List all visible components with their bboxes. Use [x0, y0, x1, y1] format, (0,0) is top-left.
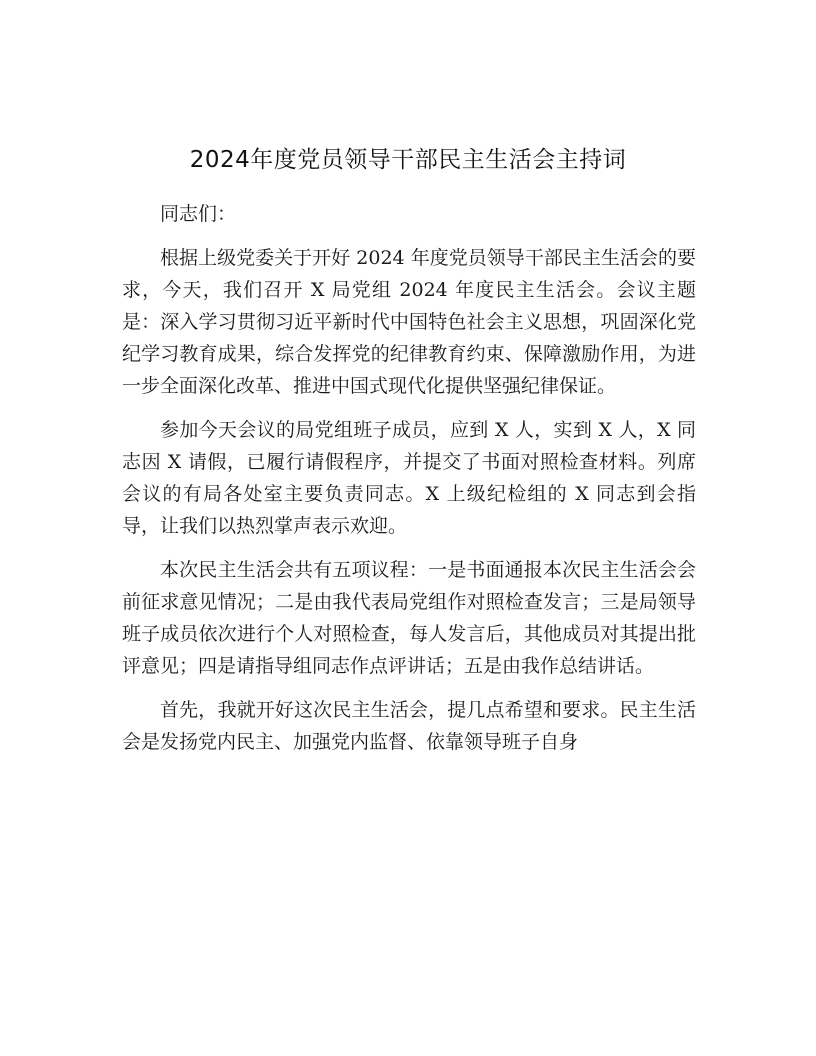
document-title: 2024年度党员领导干部民主生活会主持词 — [189, 147, 627, 173]
paragraph-attendance: 参加今天会议的局党组班子成员，应到 X 人，实到 X 人，X 同志因 X 请假，已履行请假程序，并提交了书面对照检查材料。列席会议的有局各处室主要负责同志。X 上级纪检组的 X 同志到会指导，让我们以热烈掌声表示欢迎。 — [122, 419, 696, 537]
paragraph-meeting-purpose: 根据上级党委关于开好 2024 年度党员领导干部民主生活会的要求，今天，我们召开 X 局党组 2024 年度民主生活会。会议主题是：深入学习贯彻习近平新时代中国特色社会主义思想，巩固深化党纪学习教育成果，综合发挥党的纪律教育约束、保障激励作用，为进一步全面深化改革、推进中国式现代化提供坚强纪律保证。 — [122, 247, 696, 397]
salutation: 同志们： — [160, 203, 237, 225]
document-body — [122, 198, 696, 770]
paragraph-requirements: 首先，我就开好这次民主生活会，提几点希望和要求。民主生活会是发扬党内民主、加强党内监督、依靠领导班子自身 — [122, 699, 696, 753]
paragraph-agenda: 本次民主生活会共有五项议程：一是书面通报本次民主生活会会前征求意见情况；二是由我代表局党组作对照检查发言；三是局领导班子成员依次进行个人对照检查，每人发言后，其他成员对其提出批评意见；四是请指导组同志作点评讲话；五是由我作总结讲话。 — [122, 559, 696, 677]
